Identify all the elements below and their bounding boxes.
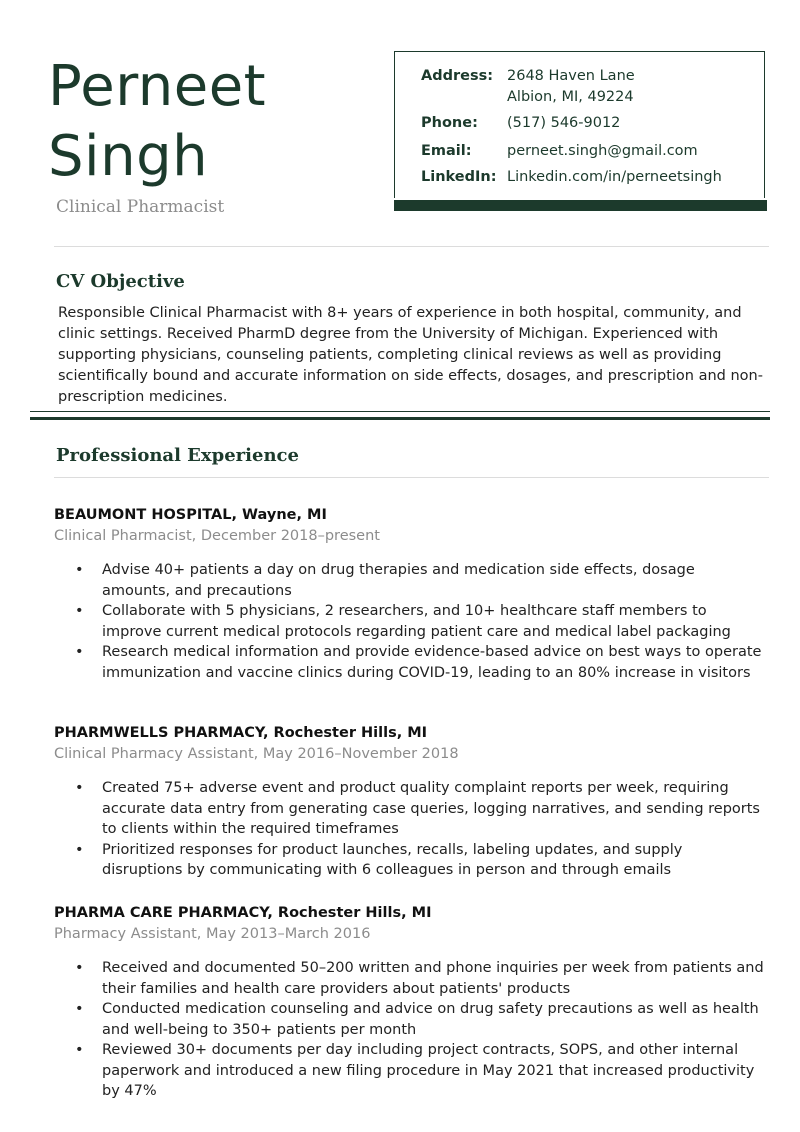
job-entry (54, 505, 766, 683)
candidate-name (48, 52, 266, 192)
job-bullet: • Research medical information and provide evidence-based advice on best ways to operate immunization and vaccine clinics during COVID-19, leading to an 80% increase in visitors (75, 644, 762, 681)
job-bullet: • Advise 40+ patients a day on drug therapies and medication side effects, dosage amounts, and precautions (75, 562, 695, 599)
job-bullet: • Received and documented 50–200 written and phone inquiries per week from patients and their families and health care providers about patients' products (75, 960, 764, 997)
linkedin-link[interactable]: Linkedin.com/in/perneetsingh (507, 169, 722, 185)
job-role: Clinical Pharmacist, December 2018–present (54, 528, 380, 544)
bullet-icon: • (75, 603, 84, 619)
bullet-icon: • (75, 780, 84, 796)
job-role: Clinical Pharmacy Assistant, May 2016–November 2018 (54, 746, 459, 762)
job-bullets (54, 778, 766, 881)
job-employer: PHARMA CARE PHARMACY, Rochester Hills, MI (54, 905, 432, 921)
experience-divider (54, 477, 769, 478)
bullet-icon: • (75, 841, 84, 858)
job-bullet: • Reviewed 30+ documents per day including project contracts, SOPS, and other internal paperwork and introduced a new filing procedure in May 2021 that increased productivity by 47% (75, 1042, 755, 1099)
candidate-first-name: Perneet (48, 54, 267, 119)
job-employer: PHARMWELLS PHARMACY, Rochester Hills, MI (54, 725, 428, 741)
phone-value[interactable]: (517) 546-9012 (507, 115, 621, 131)
objective-heading: CV Objective (56, 271, 185, 292)
phone-label: Phone: (421, 115, 478, 131)
address-line2: Albion, MI, 49224 (507, 89, 634, 105)
section-divider-thick (30, 417, 770, 420)
address-line1: 2648 Haven Lane (507, 68, 635, 84)
job-employer: BEAUMONT HOSPITAL, Wayne, MI (54, 507, 327, 523)
bullet-icon: • (75, 644, 84, 660)
job-bullets (54, 958, 766, 1102)
email-label: Email: (421, 143, 472, 159)
section-divider-thin (30, 411, 770, 412)
job-bullet: • Created 75+ adverse event and product quality complaint reports per week, requiring accurate data entry from generating case queries, logging narratives, and sending reports to clients within the required timeframes (75, 780, 760, 837)
email-link[interactable]: perneet.singh@gmail.com (507, 143, 698, 159)
candidate-last-name: Singh (48, 124, 209, 189)
experience-heading: Professional Experience (56, 445, 299, 466)
bullet-icon: • (75, 1001, 84, 1017)
job-title: Clinical Pharmacist (56, 197, 225, 217)
linkedin-label: LinkedIn: (421, 169, 497, 185)
job-entry (54, 903, 766, 1102)
job-bullet: • Prioritized responses for product launches, recalls, labeling updates, and supply disruptions by communicating with 6 colleagues in person and through emails (75, 841, 683, 878)
bullet-icon: • (75, 960, 84, 976)
job-bullet: • Conducted medication counseling and advice on drug safety precautions as well as health and well-being to 350+ patients per month (75, 1001, 759, 1038)
job-role: Pharmacy Assistant, May 2013–March 2016 (54, 926, 371, 942)
job-entry (54, 723, 766, 881)
contact-box (394, 51, 765, 198)
objective-text: Responsible Clinical Pharmacist with 8+ years of experience in both hospital, community, and clinic settings. Received PharmD degree from the University of Michigan. Experienced with supporting physicians, counseling patients, completing clinical reviews as well as providing scientifically bound and accurate information on side effects, dosages, and prescription and non-prescription medicines. (58, 305, 763, 405)
job-bullet: • Collaborate with 5 physicians, 2 researchers, and 10+ healthcare staff members to improve current medical protocols regarding patient care and medical label packaging (75, 603, 731, 640)
header-divider (54, 246, 769, 247)
contact-accent-bar (394, 200, 767, 211)
bullet-icon: • (75, 1042, 84, 1058)
address-label: Address: (421, 68, 494, 84)
bullet-icon: • (75, 562, 84, 578)
job-bullets (54, 560, 766, 683)
